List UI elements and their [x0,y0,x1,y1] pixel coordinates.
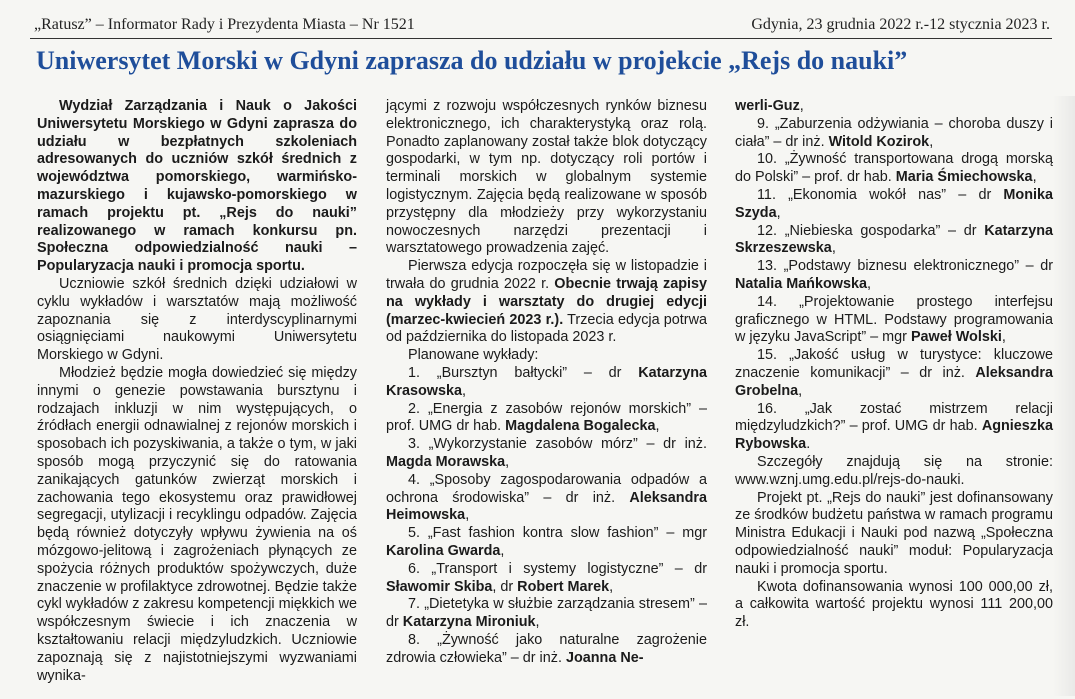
lecturer-name: Maria Śmiechowska [895,169,1033,186]
article-paragraph: Szczegóły znajdują się na stronie: www.wznj.umg.edu.pl/rejs-do-nauki. [735,453,1053,488]
lectures-heading: Planowane wykłady: [408,347,539,364]
punctuation: , [655,418,660,435]
lecturer-name: Joanna Ne- [565,649,644,666]
lecture-item-continuation [735,98,1053,116]
article-paragraph: Uczniowie szkół średnich dzięki udziałowi w cyklu wykładów i warsztatów mają możliwość zapoznania się z interdyscyplinarnymi osiągnięciami naukowymi Uniwersytetu Morskiego w Gdyni. [37,275,357,364]
article-paragraph: Młodzież będzie mogła dowiedzieć się między innymi o genezie powstawania bursztynu i rodzajach inkluzji w nim występujących, o źródłach energii odnawialnej z rejonów morskich i sposobach ich pozyskiwania, a także o tym, w jaki sposób mogą przyczynić się do ratowania zanikających gatunków zwierząt morskich i zachowania tego ekosystemu oraz prawidłowej segregacji, utylizacji i recyklingu odpadów. Zajęcia będą również dotyczyły wpływu żywienia na oś mózgowo-jelitową i zagrożeniach płynących ze spożycia różnych produktów spożywczych, duże znaczenie w profilaktyce zdrowotnej. Będzie także cykl wykładów z zakresu kompetencji miękkich we współczesnym świecie i ich znaczenia w kształtowaniu relacji międzyludzkich. Uczniowie zapoznają się z najistotniejszymi wyzwaniami wynika- [37,364,357,684]
lecture-item [386,632,707,668]
punctuation: , [609,578,614,595]
lecture-item [386,596,707,632]
lecturer-name: Katarzyna Skrzeszewska [735,222,1053,257]
lecture-item [386,561,707,597]
lecturer-name: Paweł Wolski [910,329,1002,346]
lecture-item [735,294,1053,347]
punctuation: , [798,382,803,399]
lecture-title: 12. „Niebieska gospodarka” – dr [757,222,985,239]
lecturer-name: Monika Szyda [735,186,1053,221]
punctuation: , [505,453,510,470]
lecture-item [735,223,1053,259]
lecture-item [735,347,1053,400]
punctuation: , [1032,169,1037,186]
edition-text: Pierwsza edycja rozpoczęła się w listopadzie i trwała do grudnia 2022 r. [386,258,707,292]
lecturer-name: Magda Morawska [386,453,506,470]
lecture-title: 6. „Transport i systemy logistyczne” – dr [408,560,707,577]
punctuation: , [831,240,836,257]
punctuation: , [462,382,466,399]
punctuation: , [535,614,540,631]
lecture-item [386,436,707,472]
article-column-3 [735,98,1053,632]
lecture-title: 3. „Wykorzystanie zasobów mórz” – dr inż. [408,436,707,453]
punctuation: , [1001,329,1006,346]
lecture-title: 13. „Podstawy biznesu elektronicznego” – dr [757,258,1053,275]
lecturer-name: Natalia Mańkowska [735,275,867,292]
article-paragraph [386,258,707,347]
lecture-item [735,401,1053,454]
lecture-item [735,116,1053,152]
lecturer-name: werli-Guz [735,98,800,114]
lecture-item [386,401,707,437]
article-lead: Wydział Zarządzania i Nauk o Jakości Uniwersytetu Morskiego w Gdyni zaprasza do udziału w bezpłatnych szkoleniach adresowanych do uczniów szkół średnich z województwa pomorskiego, warmińsko-mazurskiego i kujawsko-pomorskiego w ramach projektu pt. „Rejs do nauki” realizowanego w ramach konkursu pn. Społeczna odpowiedzialność nauki – Popularyzacja nauki i promocja sportu. [37,98,357,275]
article-paragraph: jącymi z rozwoju współczesnych rynków biznesu elektronicznego, ich charakterystyką oraz rolą. Ponadto zaplanowany został także blok dotyczący gospodarki, w tym np. dotyczący roli portów i terminali morskich w globalnym systemie logistycznym. Zajęcia będą realizowane w sposób przystępny dla młodzieży przy wykorzystaniu nowoczesnych narzędzi prezentacji i warsztatowego prowadzenia zajęć. [386,98,707,257]
lecture-title: 7. „Dietetyka w służbie zarządzania stresem” – dr [386,596,707,631]
punctuation: , [465,507,470,524]
lecturer-name: Agnieszka Rybowska [735,418,1053,453]
punctuation: , [929,133,934,150]
article-column-1 [37,98,357,685]
lecturer-name: Sławomir Skiba [386,578,493,595]
punctuation: , [500,542,505,559]
punctuation: . [806,436,811,453]
punctuation: , [776,204,781,221]
punctuation: , dr [492,578,518,595]
header-date: Gdynia, 23 grudnia 2022 r.-12 stycznia 2023 r. [751,16,1050,33]
page-header [30,16,1050,38]
lecture-item [386,525,707,561]
lecture-item [386,365,707,401]
lecture-title: 11. „Ekonomia wokół nas” – dr [757,186,1004,203]
lecture-title: 16. „Jak zostać mistrzem relacji międzyludzkich?” – prof. UMG dr hab. [735,400,1053,435]
header-rule [30,38,1052,39]
header-publication: „Ratusz” – Informator Rady i Prezydenta Miasta – Nr 1521 [34,16,415,33]
lecturer-name: Katarzyna Mironiuk [402,614,536,631]
lecturer-name: Karolina Gwarda [386,542,501,559]
article-column-2 [386,98,707,668]
lecture-title: 14. „Projektowanie prostego interfejsu graficznego w HTML. Podstawy programowania w języku JavaScript” – mgr [735,293,1053,346]
article-paragraph: Projekt pt. „Rejs do nauki” jest dofinansowany ze środków budżetu państwa w ramach programu Ministra Edukacji i Nauki pod nazwą „Społeczna odpowiedzialność nauki” moduł: Popularyzacja nauki i promocja sportu. [735,489,1053,577]
edition-text: Trzecia edycja potrwa od października do listopada 2023 r. [386,311,707,346]
lecturer-name: Aleksandra Heimowska [386,489,707,524]
lecturer-name: Katarzyna Krasowska [386,364,707,399]
article-title: Uniwersytet Morski w Gdyni zaprasza do udziału w projekcie „Rejs do nauki” [36,46,908,75]
lecture-item [735,187,1053,223]
lecture-title: 4. „Sposoby zagospodarowania odpadów a ochrona środowiska” – dr inż. [386,471,707,506]
lecture-item [386,472,707,525]
punctuation: , [799,98,804,114]
lecturer-name: Aleksandra Grobelna [735,364,1053,399]
lecture-title: 9. „Zaburzenia odżywiania – choroba duszy i ciała” – dr inż. [735,115,1053,150]
lecturer-name: Witold Kozirok [828,133,930,150]
lecture-title: 15. „Jakość usług w turystyce: kluczowe znaczenie komunikacji” – dr inż. [735,347,1053,381]
lecture-list [386,365,707,668]
lecture-title: 8. „Żywność jako naturalne zagrożenie zdrowia człowieka” – dr inż. [386,631,707,666]
lecture-title: 1. „Bursztyn bałtycki” – dr [408,364,639,381]
article-paragraph: Kwota dofinansowania wynosi 100 000,00 zł, a całkowita wartość projektu wynosi 111 200,00 zł. [735,578,1053,631]
lecture-title: 5. „Fast fashion kontra slow fashion” – mgr [408,525,707,542]
lecture-title: 10. „Żywność transportowana drogą morską do Polski” – prof. dr hab. [735,151,1053,186]
lecturer-name: Magdalena Bogalecka [505,418,656,435]
lecture-list [735,116,1053,454]
edition-highlight: Obecnie trwają zapisy na wykłady i warsztaty do drugiej edycji (marzec-kwiecień 2023 r.). [386,275,707,328]
lecture-title: 2. „Energia z zasobów rejonów morskich” – prof. UMG dr hab. [386,400,707,435]
punctuation: , [866,275,871,292]
lecture-item [735,258,1053,294]
page-edge-shadow [1053,96,1075,696]
lecture-item [735,151,1053,187]
lecturer-name: Robert Marek [517,578,610,595]
